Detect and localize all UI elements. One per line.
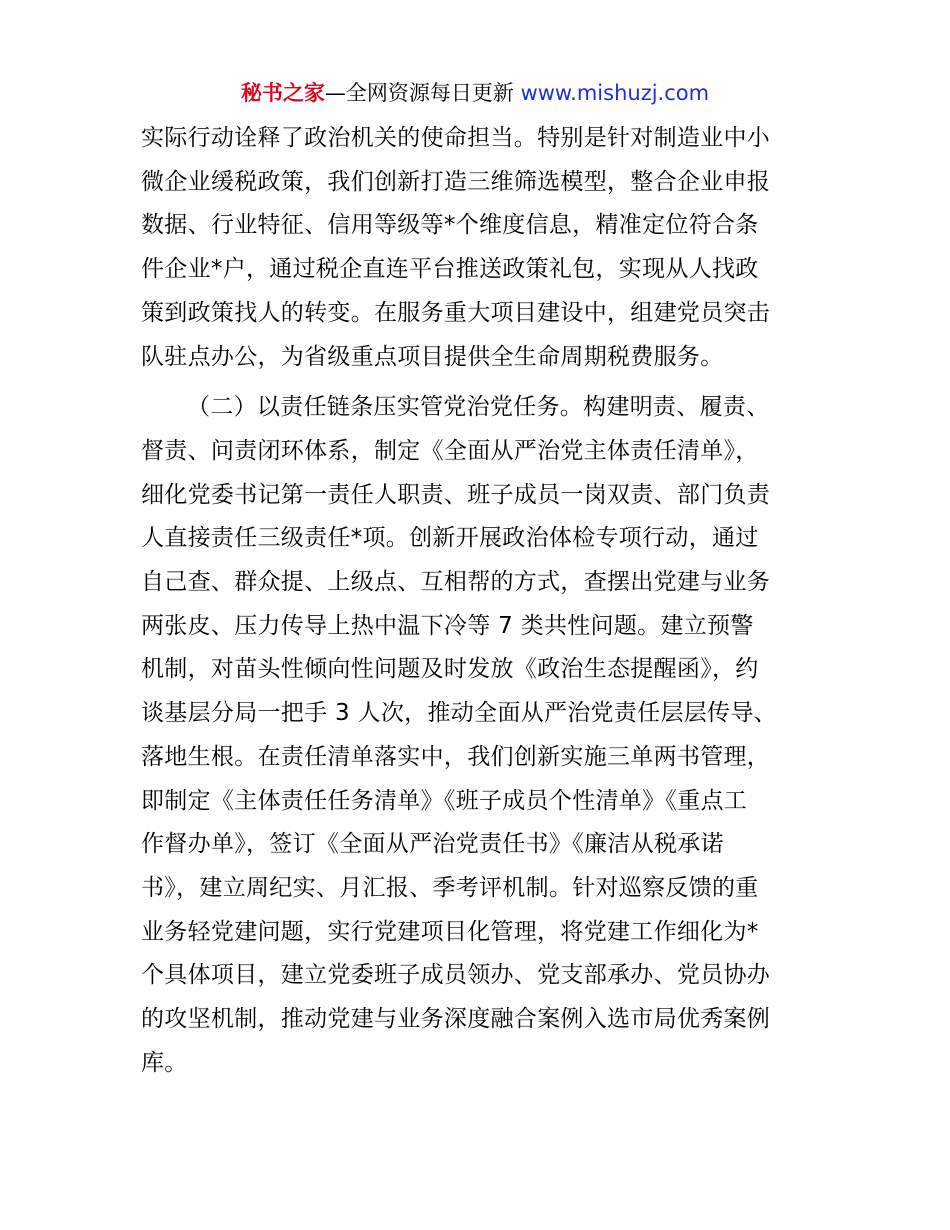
text-line: 个具体项目，建立党委班子成员领办、党支部承办、党员协办 (141, 962, 771, 989)
text-line: 数据、行业特征、信用等级等*个维度信息，精准定位符合条 (141, 212, 759, 239)
brand-name: 秘书之家 (240, 81, 325, 105)
text-line: 队驻点办公，为省级重点项目提供全生命周期税费服务。 (141, 343, 724, 370)
document-body (141, 117, 813, 1085)
paragraph-spacer (141, 379, 813, 386)
site-url-link[interactable]: www.mishuzj.com (520, 81, 710, 105)
text-line: 库。 (141, 1049, 188, 1076)
text-line: 微企业缓税政策，我们创新打造三维筛选模型，整合企业申报 (141, 168, 771, 195)
paragraph-1 (141, 117, 813, 379)
paragraph-2 (141, 386, 813, 1085)
text-line: 业务轻党建问题，实行党建项目化管理，将党建工作细化为* (141, 918, 759, 945)
text-line: 的攻坚机制，推动党建与业务深度融合案例入选市局优秀案例 (141, 1006, 771, 1033)
text-line: 自己查、群众提、上级点、互相帮的方式，查摆出党建与业务 (141, 569, 771, 596)
text-line: 件企业*户，通过税企直连平台推送政策礼包，实现从人找政 (141, 256, 759, 283)
text-line: 落地生根。在责任清单落实中，我们创新实施三单两书管理， (141, 743, 771, 770)
header-tagline: —全网资源每日更新 (324, 81, 521, 105)
text-line: 谈基层分局一把手 3 人次，推动全面从严治党责任层层传导、 (141, 700, 777, 727)
text-line: 人直接责任三级责任*项。创新开展政治体检专项行动，通过 (141, 525, 759, 552)
text-line: 作督办单》，签订《全面从严治党责任书》《廉洁从税承诺 (141, 831, 724, 858)
text-line: 细化党委书记第一责任人职责、班子成员一岗双责、部门负责 (141, 481, 771, 508)
text-line: 书》，建立周纪实、月汇报、季考评机制。针对巡察反馈的重 (141, 874, 759, 901)
text-line: 实际行动诠释了政治机关的使命担当。特别是针对制造业中小 (141, 125, 771, 151)
text-line: 机制，对苗头性倾向性问题及时发放《政治生态提醒函》，约 (141, 656, 759, 683)
site-header (0, 76, 950, 110)
text-line: 两张皮、压力传导上热中温下冷等 7 类共性问题。建立预警 (141, 612, 754, 639)
text-line: 督责、问责闭环体系，制定《全面从严治党主体责任清单》， (141, 437, 759, 464)
text-line: （二）以责任链条压实管党治党任务。构建明责、履责、 (187, 394, 770, 421)
text-line: 即制定《主体责任任务清单》《班子成员个性清单》《重点工 (141, 787, 748, 814)
text-line: 策到政策找人的转变。在服务重大项目建设中，组建党员突击 (141, 299, 771, 326)
